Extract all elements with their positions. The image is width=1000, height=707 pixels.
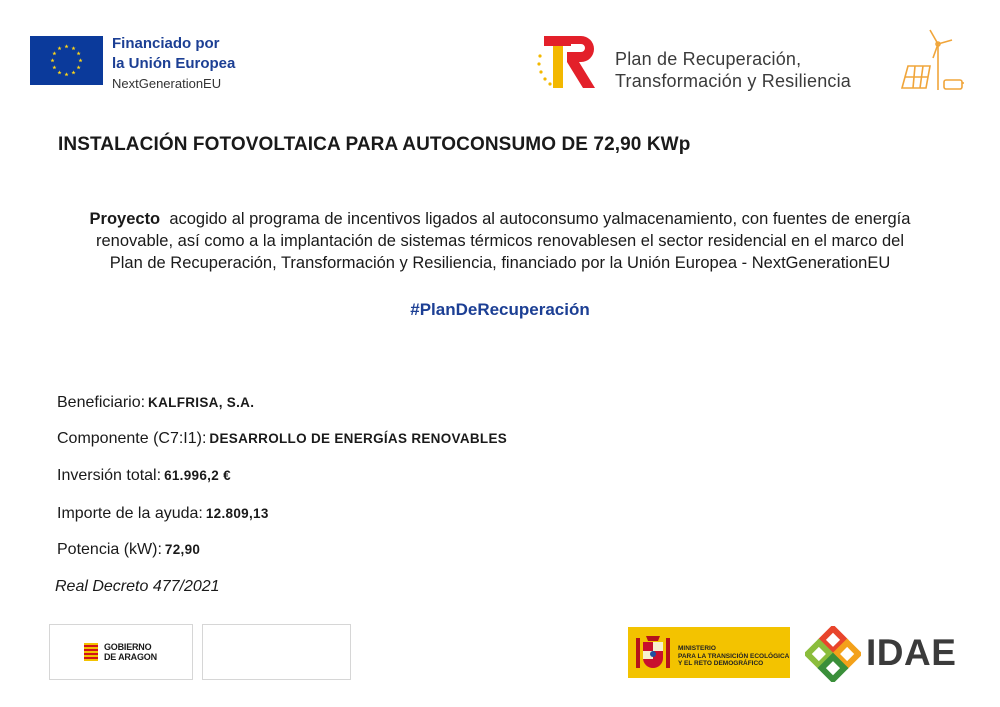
field-investment — [57, 467, 231, 485]
eu-line-1: Financiado por — [112, 35, 220, 52]
project-line-2: renovable, así como a la implantación de sistemas térmicos renovablesen el sector residencial en el marco del — [96, 232, 904, 250]
field-power — [57, 541, 200, 559]
eu-line-2: la Unión Europea — [112, 55, 236, 72]
ministerio-logo — [628, 627, 790, 678]
prtr-line-2: Transformación y Resiliencia — [615, 71, 852, 91]
field-label: Inversión total: — [57, 467, 162, 484]
hashtag: #PlanDeRecuperación — [410, 300, 590, 319]
field-label: Potencia (kW): — [57, 541, 162, 558]
field-label: Beneficiario: — [57, 394, 146, 411]
field-value: KALFRISA, S.A. — [148, 395, 255, 410]
wind-solar-icon — [900, 28, 966, 92]
field-label: Componente (C7:I1): — [57, 430, 207, 447]
field-beneficiary — [57, 394, 254, 412]
aragon-logo-box — [49, 624, 193, 680]
eu-funding-label — [112, 34, 235, 94]
field-value: 72,90 — [164, 542, 201, 557]
decree-label: Real Decreto 477/2021 — [55, 578, 220, 595]
project-description — [60, 208, 940, 274]
aragon-line-2: DE ARAGON — [104, 652, 157, 662]
project-lead: Proyecto — [89, 210, 161, 228]
field-value: DESARROLLO DE ENERGÍAS RENOVABLES — [209, 431, 508, 446]
ministerio-line-1: MINISTERIO — [678, 645, 716, 652]
field-label: Importe de la ayuda: — [57, 505, 203, 522]
aragon-flag-icon — [84, 643, 98, 661]
field-aid-amount — [57, 505, 269, 523]
empty-logo-box — [202, 624, 351, 680]
ministerio-line-2: PARA LA TRANSICIÓN ECOLÓGICA — [678, 652, 790, 660]
aragon-line-1: GOBIERNO — [104, 642, 152, 652]
ministerio-label — [678, 645, 789, 668]
prtr-line-1: Plan de Recuperación, — [615, 49, 802, 69]
aragon-label — [104, 642, 157, 662]
page-title: INSTALACIÓN FOTOVOLTAICA PARA AUTOCONSUMO DE 72,90 KWp — [58, 134, 691, 155]
field-value: 61.996,2 € — [164, 468, 231, 483]
project-line-3: Plan de Recuperación, Transformación y Resiliencia, financiado por la Unión Europea - NextGenerationEU — [109, 254, 891, 272]
ministerio-line-3: Y EL RETO DEMOGRÁFICO — [678, 660, 764, 667]
idae-logo-icon — [805, 626, 861, 682]
eu-flag-icon — [30, 36, 103, 85]
prtr-label — [615, 48, 851, 92]
field-component — [57, 430, 507, 448]
tr-logo-icon — [536, 36, 600, 88]
field-value: 12.809,13 — [205, 506, 269, 521]
project-line-1: acogido al programa de incentivos ligados al autoconsumo yalmacenamiento, con fuentes de energía — [169, 210, 911, 228]
coat-of-arms-icon — [634, 632, 672, 673]
idae-label: IDAE — [866, 632, 957, 673]
eu-line-3: NextGenerationEU — [112, 76, 222, 91]
